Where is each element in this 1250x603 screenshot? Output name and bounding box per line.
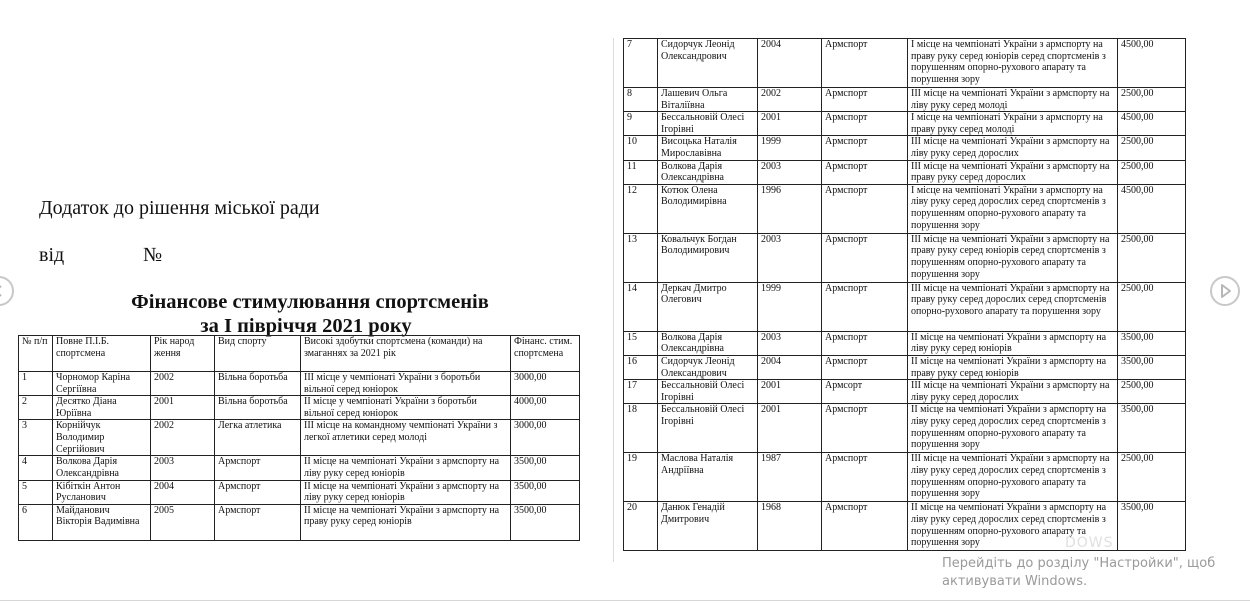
table-row [624,88,1186,112]
table-cell: ІІ місце на чемпіонаті України з армспорту на праву руку серед юніорів [908,355,1118,379]
table-cell: Армспорт [822,88,908,112]
table-cell: Бессальновій Олесі Ігорівні [658,112,758,136]
table-cell: 3000,00 [511,372,580,396]
table-cell: 2003 [758,160,822,184]
table-cell: 1987 [758,453,822,502]
table-cell: 12 [624,184,658,233]
table-cell: 2001 [151,396,215,420]
table-cell: Армспорт [822,160,908,184]
play-right-icon [1212,278,1238,304]
table-cell: 2500,00 [1118,380,1186,404]
table-cell: Армспорт [215,504,301,540]
table-cell: Армспорт [215,480,301,504]
header-cell: Повне П.І.Б. спортсмена [53,336,151,372]
watermark-line-1: Перейдіть до розділу "Настройки", щоб [942,556,1216,571]
table-cell: ІІ місце на чемпіонаті України з армспорту на ліву руку серед юніорів [301,480,511,504]
number-label: № [143,244,163,266]
table-row [624,112,1186,136]
table-row [19,420,580,456]
table-cell: Армспорт [215,456,301,480]
table-cell: Армспорт [822,331,908,355]
table-cell: Кібіткін Антон Русланович [53,480,151,504]
table-cell: 1999 [758,282,822,331]
table-cell: ІІ місце на чемпіонаті України з армспорту на ліву руку серед дорослих серед спортсменів з порушенням опорно-рухового апарату та порушення зору [908,404,1118,453]
table-row [624,453,1186,502]
table-row [624,233,1186,282]
document-title [14,290,606,338]
next-page-button[interactable] [1210,276,1240,306]
table-cell: 6 [19,504,53,540]
table-cell: Корнійчук Володимир Сергійович [53,420,151,456]
table-cell: 4500,00 [1118,184,1186,233]
table-row [624,136,1186,160]
watermark-line-2: активувати Windows. [942,574,1088,589]
watermark-ghost: DOWS [1065,535,1114,551]
table-cell: Армспорт [822,112,908,136]
table-cell: 2003 [151,456,215,480]
table-row [624,184,1186,233]
title-line-2: за І півріччя 2021 року [200,315,412,337]
table-cell: ІІІ місце на командному чемпіонаті України з легкої атлетики серед молоді [301,420,511,456]
table-cell: 2001 [758,404,822,453]
table-cell: 13 [624,233,658,282]
table-cell: 1999 [758,136,822,160]
table-cell: Армспорт [822,355,908,379]
table-cell: 3500,00 [511,456,580,480]
table-cell: 2004 [758,355,822,379]
table-cell: ІІІ місце на чемпіонаті України з армспорту на ліву руку серед молоді [908,88,1118,112]
table-cell: Висоцька Наталія Мирославівна [658,136,758,160]
table-cell: 2005 [151,504,215,540]
table-row [19,372,580,396]
table-cell: 15 [624,331,658,355]
table-cell: Деркач Дмитро Олегович [658,282,758,331]
table-cell: Данюк Генадій Дмитрович [658,502,758,551]
table-cell: 2004 [758,39,822,88]
chevron-left-icon [0,278,12,304]
table-cell: 1996 [758,184,822,233]
table-cell: Армспорт [822,453,908,502]
table-cell: Армспорт [822,136,908,160]
header-cell: Вид спорту [215,336,301,372]
page-divider [613,38,614,562]
table-cell: Сидорчук Леонід Олександрович [658,39,758,88]
table-cell: 14 [624,282,658,331]
table-cell: ІІ місце на чемпіонаті України з армспорту на праву руку серед юніорів [301,504,511,540]
table-row [624,160,1186,184]
table-cell: Вільна боротьба [215,372,301,396]
athletes-table-right [623,38,1186,551]
table-cell: Бессальновій Олесі Ігорівні [658,380,758,404]
table-row [19,504,580,540]
table-cell: 2500,00 [1118,88,1186,112]
table-cell: 4500,00 [1118,112,1186,136]
table-cell: ІІІ місце на чемпіонаті України з армспорту на праву руку серед дорослих серед спортсменів опорно-рухового апарату та порушення зору [908,282,1118,331]
table-cell: Армспорт [822,502,908,551]
table-cell: 3500,00 [1118,502,1186,551]
table-cell: 2 [19,396,53,420]
table-cell: ІІІ місце на чемпіонаті України з армспорту на праву руку серед юніорів серед спортсменів з порушенням опорно-рухового апарату та порушення зору [908,233,1118,282]
table-cell: І місце на чемпіонаті України з армспорту на ліву руку серед дорослих серед спортсменів з порушенням опорно-рухового апарату та порушення зору [908,184,1118,233]
table-cell: 3500,00 [1118,355,1186,379]
table-cell: 2002 [151,372,215,396]
table-cell: Волкова Дарія Олександрівна [53,456,151,480]
table-cell: Бессальновій Олесі Ігорівні [658,404,758,453]
from-label: від [39,244,65,266]
table-row [624,331,1186,355]
table-cell: Майданович Вікторія Вадимівна [53,504,151,540]
appendix-heading: Додаток до рішення міської ради [39,197,320,219]
table-cell: ІІІ місце на чемпіонаті України з армспорту на ліву руку серед дорослих серед спортсменів з порушенням опорно-рухового апарату та порушення зору [908,453,1118,502]
table-cell: 2500,00 [1118,136,1186,160]
table-cell: 2001 [758,380,822,404]
table-cell: 8 [624,88,658,112]
header-cell: Рік народ ження [151,336,215,372]
athletes-table-left [18,335,580,541]
table-cell: 16 [624,355,658,379]
table-row [624,282,1186,331]
table-cell: Сидорчук Леонід Олександрович [658,355,758,379]
header-cell: № п/п [19,336,53,372]
table-cell: 2500,00 [1118,282,1186,331]
table-cell: Волкова Дарія Олександрівна [658,160,758,184]
table-cell: 3500,00 [1118,331,1186,355]
table-cell: 3500,00 [511,480,580,504]
table-cell: Армспорт [822,404,908,453]
table-cell: 4000,00 [511,396,580,420]
table-cell: 19 [624,453,658,502]
table-cell: Вільна боротьба [215,396,301,420]
table-cell: 2003 [758,233,822,282]
table-cell: Волкова Дарія Олександрівна [658,331,758,355]
table-cell: 2001 [758,112,822,136]
table-cell: 3 [19,420,53,456]
table-row [624,380,1186,404]
table-cell: ІІ місце на чемпіонаті України з армспорту на ліву руку серед дорослих серед спортсменів з порушенням опорно-рухового апарату та порушення зору [908,502,1118,551]
table-cell: І місце на чемпіонаті України з армспорту на праву руку серед юніорів серед спортсменів з порушенням опорно-рухового апарату та порушення зору [908,39,1118,88]
table-cell: 5 [19,480,53,504]
table-cell: 3500,00 [511,504,580,540]
table-row [19,396,580,420]
table-cell: ІІ місце на чемпіонаті України з армспорту на ліву руку серед юніорів [908,331,1118,355]
table-cell: Ковальчук Богдан Володимирович [658,233,758,282]
table-cell: ІІ місце на чемпіонаті України з армспорту на ліву руку серед юніорів [301,456,511,480]
table-cell: 20 [624,502,658,551]
table-cell: ІІІ місце на чемпіонаті України з армспорту на ліву руку серед дорослих [908,380,1118,404]
table-cell: 4500,00 [1118,39,1186,88]
header-cell: Фінанс. стим. спортсмена [511,336,580,372]
table-cell: 11 [624,160,658,184]
title-line-1: Фінансове стимулювання спортсменів [131,291,489,313]
table-cell: 3000,00 [511,420,580,456]
table-cell: Армспорт [822,39,908,88]
table-row [624,355,1186,379]
table-cell: ІІІ місце на чемпіонаті України з армспорту на ліву руку серед дорослих [908,136,1118,160]
table-cell: 1 [19,372,53,396]
table-cell: Десятко Діана Юріївна [53,396,151,420]
table-cell: 2500,00 [1118,233,1186,282]
table-cell: 2002 [151,420,215,456]
table-cell: Маслова Наталія Андріївна [658,453,758,502]
bottom-divider [0,600,1250,601]
table-cell: Легка атлетика [215,420,301,456]
table-cell: ІІІ місце на чемпіонаті України з армспорту на праву руку серед дорослих [908,160,1118,184]
table-header-row [19,336,580,372]
table-cell: 17 [624,380,658,404]
table-cell: І місце на чемпіонаті України з армспорту на праву руку серед молоді [908,112,1118,136]
header-cell: Високі здобутки спортсмена (команди) на змаганнях за 2021 рік [301,336,511,372]
table-cell: 3500,00 [1118,404,1186,453]
table-cell: 1968 [758,502,822,551]
table-cell: Армспорт [822,184,908,233]
table-cell: 2500,00 [1118,453,1186,502]
table-cell: Армсорт [822,380,908,404]
table-row [19,480,580,504]
table-cell: 2003 [758,331,822,355]
table-cell: 7 [624,39,658,88]
table-cell: 2004 [151,480,215,504]
table-cell: 10 [624,136,658,160]
activation-watermark [942,555,1215,591]
previous-page-button[interactable] [0,276,14,306]
date-number-line [39,244,163,267]
table-cell: 18 [624,404,658,453]
table-cell: 2002 [758,88,822,112]
table-cell: ІІІ місце у чемпіонаті України з боротьби вільної серед юніорок [301,372,511,396]
table-cell: Армспорт [822,233,908,282]
table-cell: Лашевич Ольга Віталіївна [658,88,758,112]
table-row [19,456,580,480]
table-cell: Армспорт [822,282,908,331]
table-cell: ІІ місце у чемпіонаті України з боротьби вільної серед юніорок [301,396,511,420]
table-cell: 9 [624,112,658,136]
table-cell: Чорномор Каріна Сергіївна [53,372,151,396]
table-row [624,404,1186,453]
table-cell: 2500,00 [1118,160,1186,184]
table-row [624,39,1186,88]
table-cell: Котюк Олена Володимирівна [658,184,758,233]
table-cell: 4 [19,456,53,480]
